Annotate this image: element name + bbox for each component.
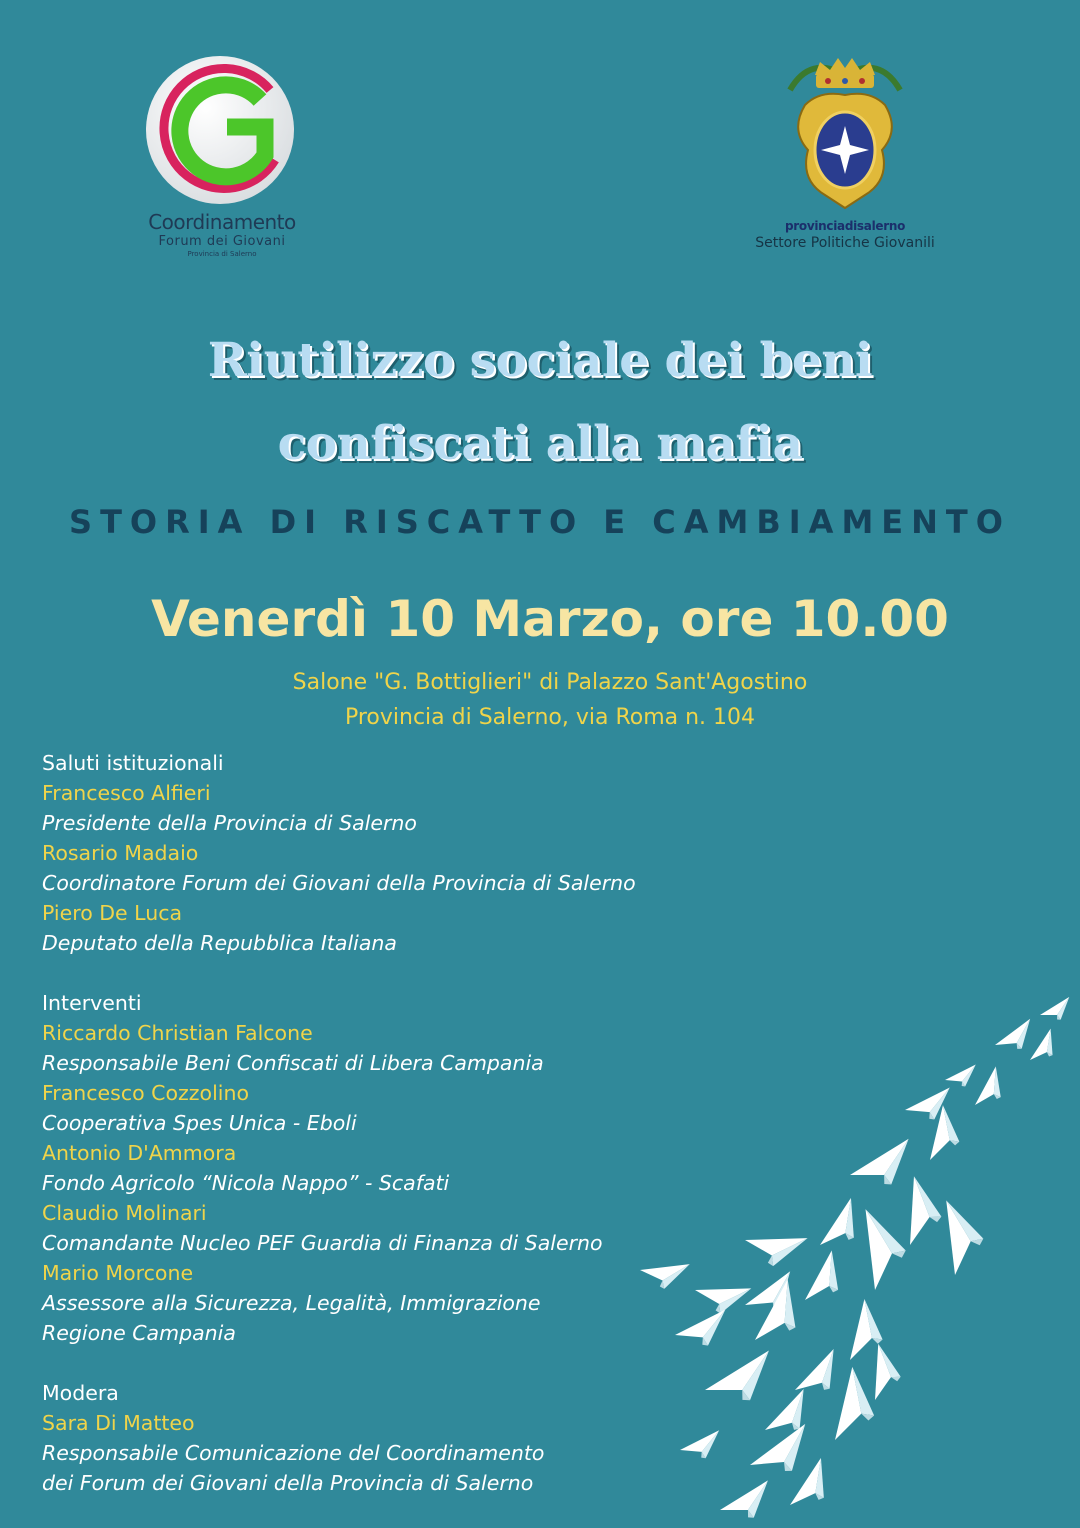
forum-giovani-logo: [130, 55, 320, 265]
paper-plane-icon: [740, 1223, 807, 1273]
paper-plane-icon: [810, 1198, 872, 1258]
speaker-role: Comandante Nucleo PEF Guardia di Finanza di Salerno: [42, 1231, 603, 1255]
speaker-role-continued: dei Forum dei Giovani della Provincia di Salerno: [42, 1471, 534, 1495]
logo-left-line1: Coordinamento: [148, 210, 296, 234]
speaker-name: Francesco Cozzolino: [42, 1081, 250, 1105]
paper-plane-icon: [845, 1139, 919, 1194]
paper-plane-icon: [991, 1019, 1039, 1057]
event-title-line1: Riutilizzo sociale dei beni: [207, 333, 873, 388]
event-date: Venerdì 10 Marzo, ore 10.00: [151, 590, 949, 648]
paper-plane-icon: [860, 1344, 909, 1406]
speaker-role: Fondo Agricolo “Nicola Nappo” - Scafati: [42, 1171, 450, 1195]
paper-planes-illustration: [620, 990, 1080, 1528]
section-heading-interventi: Interventi: [42, 991, 142, 1015]
provincia-salerno-logo: [740, 50, 950, 260]
speaker-role: Responsabile Beni Confiscati di Libera Campania: [42, 1051, 544, 1075]
paper-plane-icon: [716, 1480, 777, 1525]
venue-line2: Provincia di Salerno, via Roma n. 104: [344, 705, 756, 730]
paper-plane-icon: [699, 1351, 780, 1411]
paper-plane-icon: [743, 1424, 819, 1484]
program-saluti: [42, 748, 636, 958]
paper-plane-icon: [852, 1209, 912, 1294]
event-subtitle: STORIA DI RISCATTO E CAMBIAMENTO: [69, 503, 1011, 541]
logo-left-line3: Provincia di Salerno: [187, 250, 257, 258]
speaker-name: Rosario Madaio: [42, 841, 199, 865]
coat-of-arms-icon: [780, 50, 910, 215]
event-title-line2: confiscati alla mafia: [277, 416, 803, 471]
logo-right-line1: provinciadisalerno: [784, 219, 906, 233]
program-modera: [42, 1378, 544, 1498]
speaker-role: Cooperativa Spes Unica - Eboli: [42, 1111, 357, 1135]
speaker-role: Deputato della Repubblica Italiana: [42, 931, 397, 955]
speaker-name: Claudio Molinari: [42, 1201, 207, 1225]
paper-plane-icon: [1037, 997, 1074, 1025]
logo-left-line2: Forum dei Giovani: [158, 234, 286, 249]
speaker-role: Assessore alla Sicurezza, Legalità, Immigrazione: [42, 1291, 541, 1315]
speaker-name: Sara Di Matteo: [42, 1411, 195, 1435]
paper-plane-icon: [943, 1065, 979, 1090]
paper-plane-icon: [891, 1176, 951, 1252]
speaker-role: Coordinatore Forum dei Giovani della Provincia di Salerno: [42, 871, 636, 895]
forum-giovani-emblem-icon: [135, 55, 305, 205]
paper-plane-icon: [966, 1066, 1014, 1114]
paper-plane-icon: [1023, 1029, 1064, 1069]
venue-line1: Salone "G. Bottiglieri" di Palazzo Sant'Agostino: [292, 670, 808, 695]
paper-plane-icon: [794, 1250, 855, 1311]
speaker-name: Piero De Luca: [42, 901, 183, 925]
paper-plane-icon: [934, 1200, 989, 1278]
paper-plane-icon: [637, 1256, 689, 1293]
speaker-role: Presidente della Provincia di Salerno: [42, 811, 417, 835]
logo-right-line2: Settore Politiche Giovanili: [755, 235, 935, 251]
speaker-name: Antonio D'Ammora: [42, 1141, 237, 1165]
paper-plane-icon: [672, 1310, 731, 1351]
paper-plane-icon: [757, 1389, 820, 1444]
paper-plane-icon: [787, 1349, 850, 1404]
paper-plane-icon: [916, 1105, 971, 1168]
section-heading-modera: Modera: [42, 1381, 119, 1405]
speaker-name: Riccardo Christian Falcone: [42, 1021, 313, 1045]
paper-plane-icon: [678, 1430, 724, 1462]
speaker-name: Mario Morcone: [42, 1261, 194, 1285]
speaker-role: Responsabile Comunicazione del Coordinamento: [42, 1441, 545, 1465]
speaker-role-continued: Regione Campania: [42, 1321, 236, 1345]
section-heading-saluti: Saluti istituzionali: [42, 751, 224, 775]
speaker-name: Francesco Alfieri: [42, 781, 211, 805]
program-interventi: [42, 988, 603, 1348]
